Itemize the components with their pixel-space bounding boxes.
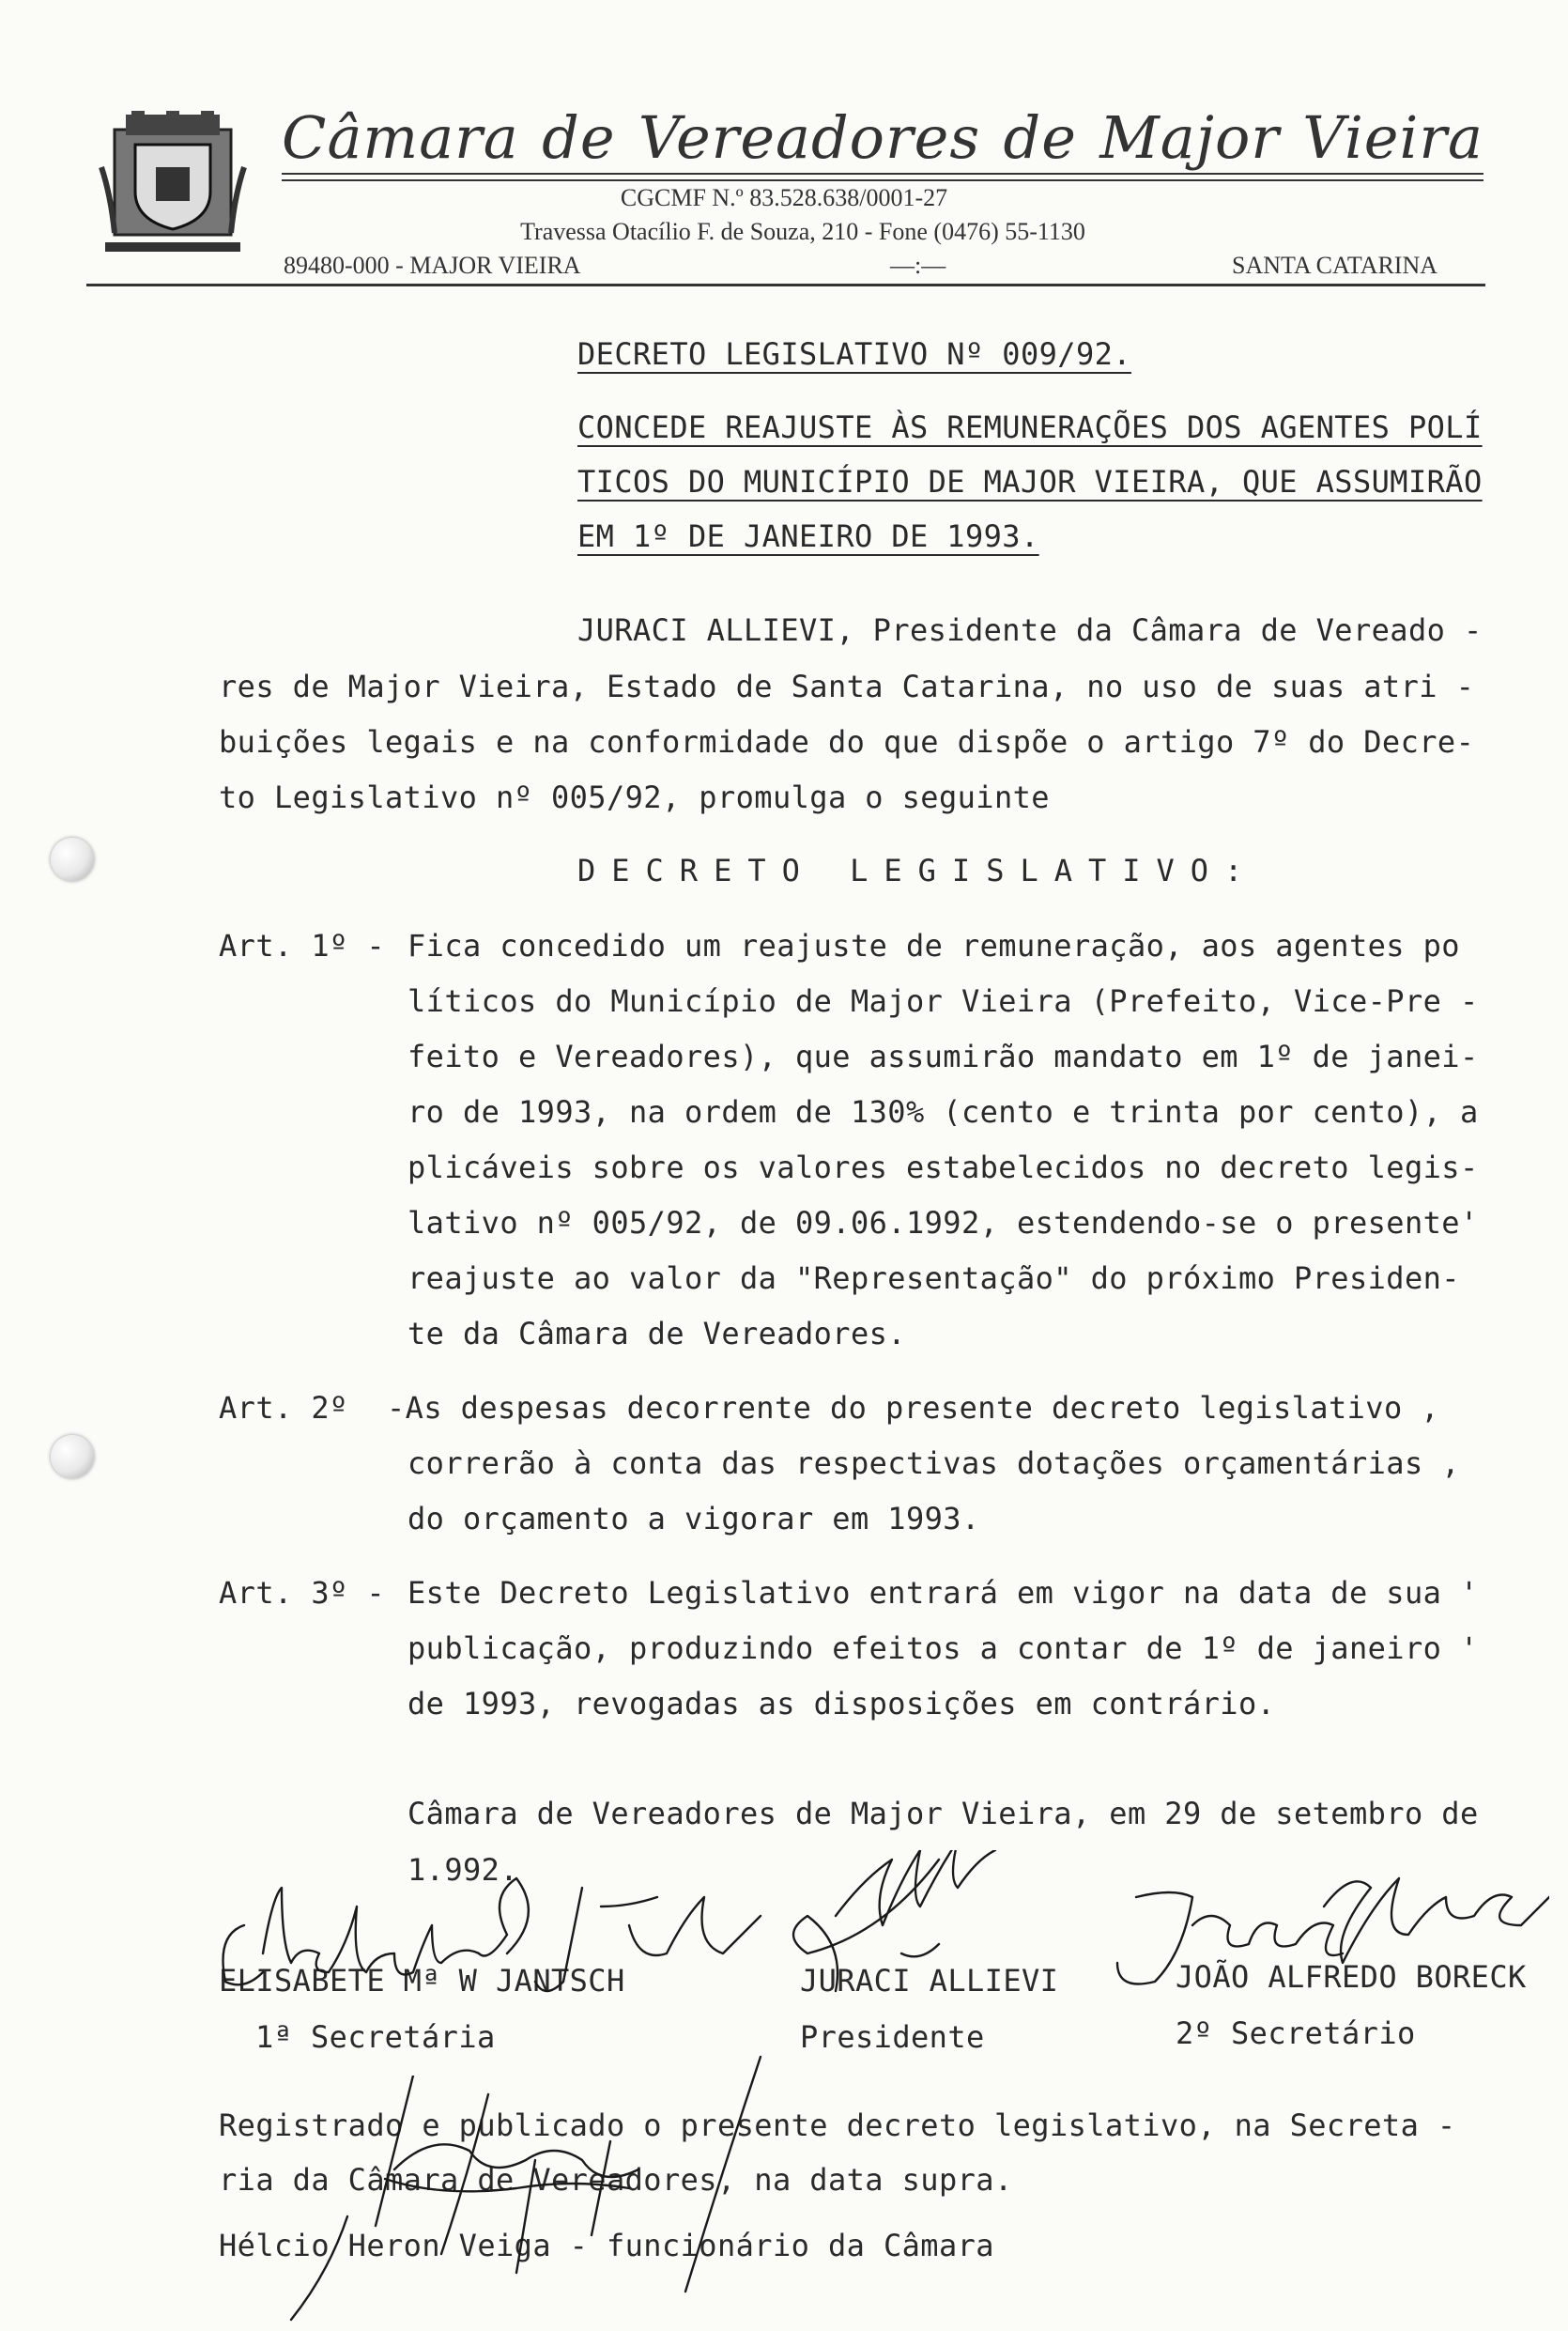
signature-secretary-2: [1080, 1869, 1549, 2000]
registration-line: Hélcio Heron Veiga - funcionário da Câmara: [219, 2228, 994, 2263]
registration-line: Registrado e publicado o presente decreto legislativo, na Secreta -: [219, 2107, 1456, 2143]
signatory-name: JOÃO ALFREDO BORECK: [1176, 1959, 1527, 1995]
registration-line: ria da Câmara de Vereadores, na data supra.: [219, 2162, 1013, 2198]
signatory-role: Presidente: [800, 2019, 985, 2055]
preamble-line: res de Major Vieira, Estado de Santa Catarina, no uso de suas atri -: [219, 669, 1475, 704]
decree-heading: DECRETO LEGISLATIVO:: [577, 853, 1259, 888]
article-line: de 1993, revogadas as disposições em contrário.: [407, 1686, 1276, 1721]
letterhead-word: Vereadores: [638, 103, 981, 172]
letterhead-word: Vieira: [1302, 103, 1483, 172]
letterhead-word: Câmara: [282, 103, 519, 172]
ementa-line: CONCEDE REAJUSTE ÀS REMUNERAÇÕES DOS AGENTES POLÍ: [577, 409, 1483, 445]
article-line: correrão à conta das respectivas dotações orçamentárias ,: [407, 1445, 1460, 1481]
letterhead-cgc: CGCMF N.º 83.528.638/0001-27: [620, 184, 948, 211]
article-line: -As despesas decorrente do presente decreto legislativo ,: [387, 1390, 1439, 1426]
article-label: Art. 1º -: [219, 928, 385, 964]
place-date-line: 1.992.: [407, 1852, 518, 1888]
article-line: lativo nº 005/92, de 09.06.1992, estendendo-se o presente': [407, 1205, 1479, 1241]
letterhead-rule: [282, 173, 1483, 175]
signatory-role: 1ª Secretária: [255, 2019, 496, 2055]
article-label: Art. 2º: [219, 1390, 348, 1426]
letterhead-address: Travessa Otacílio F. de Souza, 210 - Fone (0476) 55-1130: [520, 218, 1085, 245]
article-line: ro de 1993, na ordem de 130% (cento e trinta por cento), a: [407, 1094, 1479, 1130]
article-line: te da Câmara de Vereadores.: [407, 1316, 906, 1351]
signatory-name: JURACI ALLIEVI: [800, 1963, 1059, 1999]
letterhead-word: de: [1003, 103, 1077, 172]
ementa-line: EM 1º DE JANEIRO DE 1993.: [577, 518, 1039, 554]
preamble-line: JURACI ALLIEVI, Presidente da Câmara de Vereado -: [577, 612, 1483, 648]
punch-hole: [51, 838, 94, 881]
article-line: Este Decreto Legislativo entrará em vigor na data de sua ': [407, 1575, 1479, 1611]
preamble-line: buições legais e na conformidade do que dispõe o artigo 7º do Decre-: [219, 724, 1475, 760]
place-date-line: Câmara de Vereadores de Major Vieira, em 29 de setembro de: [407, 1796, 1479, 1831]
article-label: Art. 3º -: [219, 1575, 385, 1611]
signatory-role: 2º Secretário: [1176, 2015, 1416, 2051]
signature-registrar: [254, 2076, 779, 2329]
article-line: plicáveis sobre os valores estabelecidos no decreto legis-: [407, 1150, 1479, 1185]
letterhead-word: Major: [1099, 103, 1280, 172]
article-line: Fica concedido um reajuste de remuneração, aos agentes po: [407, 928, 1460, 964]
letterhead-bottom-rule: [86, 284, 1485, 286]
article-line: líticos do Município de Major Vieira (Prefeito, Vice-Pre -: [407, 983, 1479, 1019]
article-line: do orçamento a vigorar em 1993.: [407, 1501, 980, 1536]
letterhead-cep-city: 89480-000 - MAJOR VIEIRA: [284, 252, 581, 279]
letterhead-separator: —:—: [890, 252, 946, 279]
letterhead-state: SANTA CATARINA: [1232, 252, 1438, 279]
letterhead-word: de: [542, 103, 616, 172]
letterhead-title: [282, 103, 1483, 178]
decree-number: DECRETO LEGISLATIVO Nº 009/92.: [577, 336, 1131, 372]
article-line: reajuste ao valor da "Representação" do próximo Presiden-: [407, 1260, 1460, 1296]
ementa-line: TICOS DO MUNICÍPIO DE MAJOR VIEIRA, QUE ASSUMIRÃO: [577, 464, 1483, 500]
signatory-name: ELISABETE Mª W JANTSCH: [219, 1963, 625, 1999]
article-line: publicação, produzindo efeitos a contar de 1º de janeiro ': [407, 1630, 1479, 1666]
letterhead-rule: [282, 179, 1483, 181]
article-line: feito e Vereadores), que assumirão mandato em 1º de janei-: [407, 1039, 1479, 1074]
punch-hole: [51, 1435, 94, 1478]
preamble-line: to Legislativo nº 005/92, promulga o seguinte: [219, 780, 1050, 815]
